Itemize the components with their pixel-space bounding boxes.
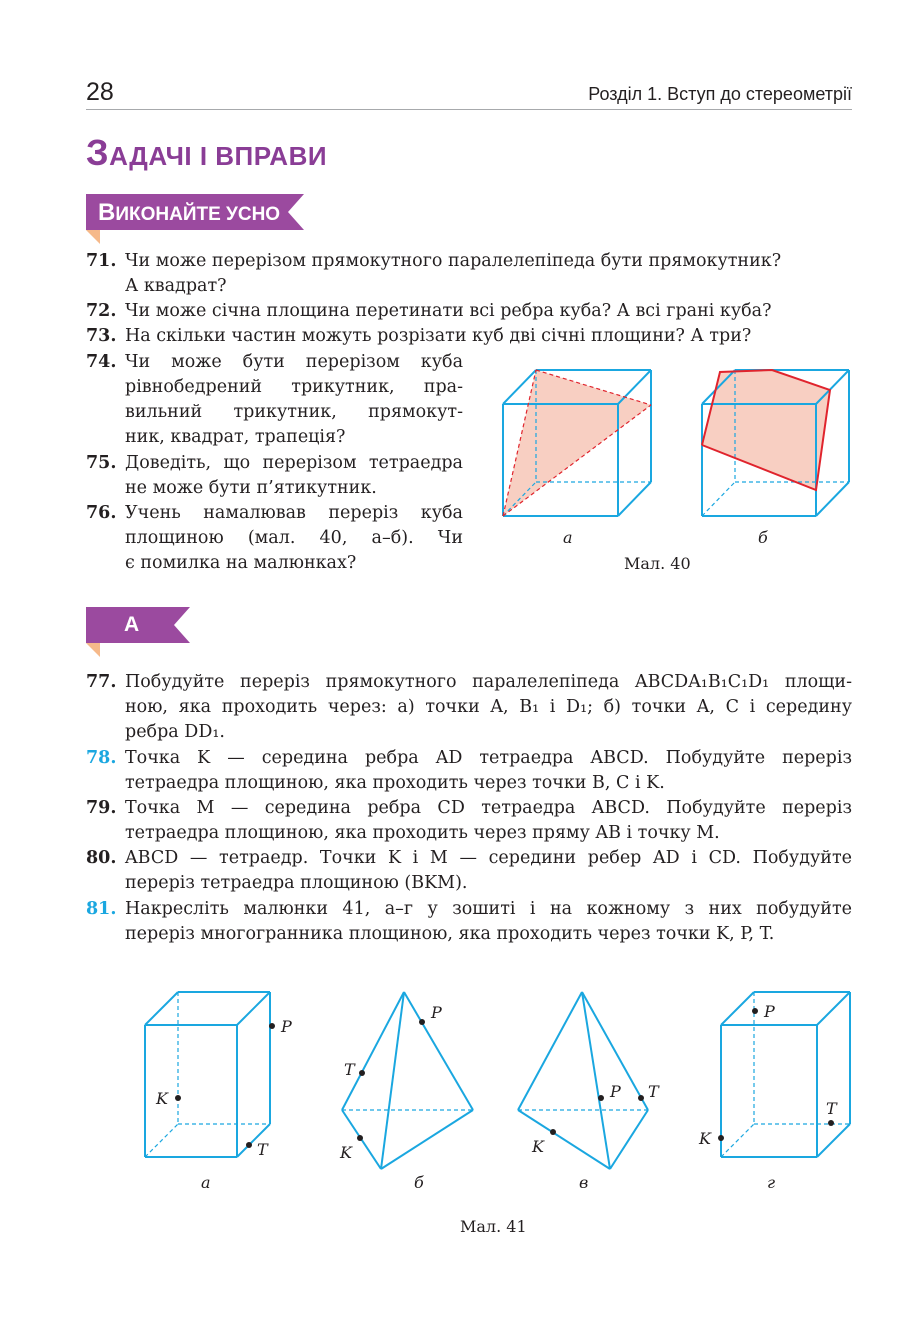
figure-41g-box — [698, 992, 850, 1157]
problem-71-text — [125, 249, 852, 299]
problem-77-number: 77. — [86, 672, 117, 692]
figure-41b-tetrahedron — [339, 992, 473, 1169]
figure-41v-label-k: K — [532, 1137, 544, 1156]
figure-41a-point-p — [269, 1023, 275, 1029]
figure-40-caption: Мал. 40 — [624, 554, 691, 573]
problem-76-number: 76. — [86, 503, 117, 523]
figure-41v-label-t: T — [648, 1082, 659, 1101]
figure-41v-tetrahedron — [518, 992, 660, 1169]
section-title-initial: З — [86, 132, 110, 173]
problem-78-line-2: тетраедра площиною, яка проходить через точки B, C і K. — [125, 773, 665, 793]
problem-79-number: 79. — [86, 798, 117, 818]
problem-75-number: 75. — [86, 453, 117, 473]
banner-oral-label: ВИКОНАЙТЕ УСНО — [98, 199, 281, 226]
figure-41b-point-t — [359, 1070, 365, 1076]
problem-77-line-1: Побудуйте переріз прямокутного паралелепіпеда ABCDA₁B₁C₁D₁ площи- — [125, 672, 852, 692]
problem-71-line-2: А квадрат? — [125, 276, 227, 296]
problem-81-line-2: переріз многогранника площиною, яка проходить через точки K, P, T. — [125, 924, 775, 944]
figure-41a-point-k — [175, 1095, 181, 1101]
problem-72-number: 72. — [86, 301, 117, 321]
figure-41g-point-t — [828, 1120, 834, 1126]
problem-76-line-1: Учень намалював переріз куба — [125, 503, 463, 523]
banner-level-a-label: А — [124, 613, 140, 636]
problem-80-line-1: ABCD — тетраедр. Точки K і M — середини ребер AD і CD. Побудуйте — [125, 848, 852, 868]
section-title — [86, 132, 327, 174]
figure-41a-label-t: T — [257, 1140, 268, 1159]
problem-78-number: 78. — [86, 748, 117, 768]
figure-41v-point-k — [550, 1129, 556, 1135]
figure-41a-point-t — [246, 1142, 252, 1148]
figure-41-label-b: б — [414, 1173, 424, 1192]
problem-77-text — [125, 670, 852, 745]
problem-76-text — [125, 501, 463, 576]
figure-41v-label-p: P — [610, 1082, 621, 1101]
problem-79-text — [125, 796, 852, 846]
problem-81-number: 81. — [86, 899, 117, 919]
figure-41a-box — [145, 992, 292, 1159]
problem-80-line-2: переріз тетраедра площиною (BKM). — [125, 873, 468, 893]
problem-81-line-1: Накресліть малюнки 41, а–г у зошиті і на кожному з них побудуйте — [125, 899, 852, 919]
header-rule — [86, 109, 852, 110]
problem-76-line-3: є помилка на малюнках? — [125, 553, 357, 573]
figure-41g-point-p — [752, 1008, 758, 1014]
banner-oral — [86, 194, 306, 230]
problem-78-line-1: Точка K — середина ребра AD тетраедра ABCD. Побудуйте переріз — [125, 748, 852, 768]
figure-41b-label-k: K — [340, 1143, 352, 1162]
page-number: 28 — [86, 78, 114, 106]
problem-77-line-2: ною, яка проходить через: а) точки A, B₁ і D₁; б) точки A, C і середину — [125, 697, 852, 717]
figure-41-caption: Мал. 41 — [460, 1217, 527, 1236]
problem-71-number: 71. — [86, 251, 117, 271]
figure-41-label-a: а — [201, 1173, 211, 1192]
figure-41 — [130, 980, 870, 1180]
problem-76-line-2: площиною (мал. 40, а–б). Чи — [125, 528, 463, 548]
figure-40a-cube — [503, 370, 651, 516]
figure-41g-label-t: T — [826, 1099, 837, 1118]
figure-41-label-v: в — [579, 1173, 589, 1192]
figure-40b-cube — [702, 370, 849, 516]
problem-75-text — [125, 451, 463, 501]
figure-41g-label-k: K — [699, 1129, 711, 1148]
figure-41v-point-p — [598, 1095, 604, 1101]
figure-41b-label-p: P — [431, 1003, 442, 1022]
figure-41b-point-k — [357, 1135, 363, 1141]
problem-80-text — [125, 846, 852, 896]
problem-75-line-2: не може бути п’ятикутник. — [125, 478, 377, 498]
problem-75-line-1: Доведіть, що перерізом тетраедра — [125, 453, 463, 473]
banner-level-a — [86, 607, 196, 643]
running-head: Розділ 1. Вступ до стереометрії — [588, 84, 852, 104]
banner-level-a-shape — [86, 607, 196, 659]
problem-77-line-3: ребра DD₁. — [125, 722, 225, 742]
figure-41v-point-t — [638, 1095, 644, 1101]
section-title-rest: АДАЧІ І ВПРАВИ — [109, 141, 328, 171]
problem-73-text: На скільки частин можуть розрізати куб дві січні площини? А три? — [125, 326, 752, 346]
problem-74-line-2: рівнобедрений трикутник, пра- — [125, 377, 463, 397]
figure-41b-label-t: T — [344, 1060, 355, 1079]
problem-74-line-3: вильний трикутник, прямокут- — [125, 402, 463, 422]
problem-73-number: 73. — [86, 326, 117, 346]
figure-41g-label-p: P — [764, 1002, 775, 1021]
problem-74-text — [125, 350, 463, 450]
figure-41b-point-p — [419, 1019, 425, 1025]
problem-72-text: Чи може січна площина перетинати всі ребра куба? А всі грані куба? — [125, 301, 772, 321]
figure-40-label-a: а — [563, 528, 573, 547]
problem-74-line-4: ник, квадрат, трапеція? — [125, 427, 346, 447]
problem-81-text — [125, 897, 852, 947]
figure-41a-label-p: P — [281, 1017, 292, 1036]
problem-71-line-1: Чи може перерізом прямокутного паралелепіпеда бути прямокутник? — [125, 251, 782, 271]
problem-74-line-1: Чи може бути перерізом куба — [125, 352, 463, 372]
figure-40 — [490, 360, 860, 520]
problem-79-line-1: Точка M — середина ребра CD тетраедра ABCD. Побудуйте переріз — [125, 798, 852, 818]
figure-41g-point-k — [718, 1135, 724, 1141]
figure-40-label-b: б — [758, 528, 768, 547]
figure-41a-label-k: K — [156, 1089, 168, 1108]
problem-78-text — [125, 746, 852, 796]
problem-74-number: 74. — [86, 352, 117, 372]
figure-41-label-g: г — [767, 1173, 776, 1192]
problem-79-line-2: тетраедра площиною, яка проходить через пряму AB і точку M. — [125, 823, 720, 843]
problem-80-number: 80. — [86, 848, 117, 868]
